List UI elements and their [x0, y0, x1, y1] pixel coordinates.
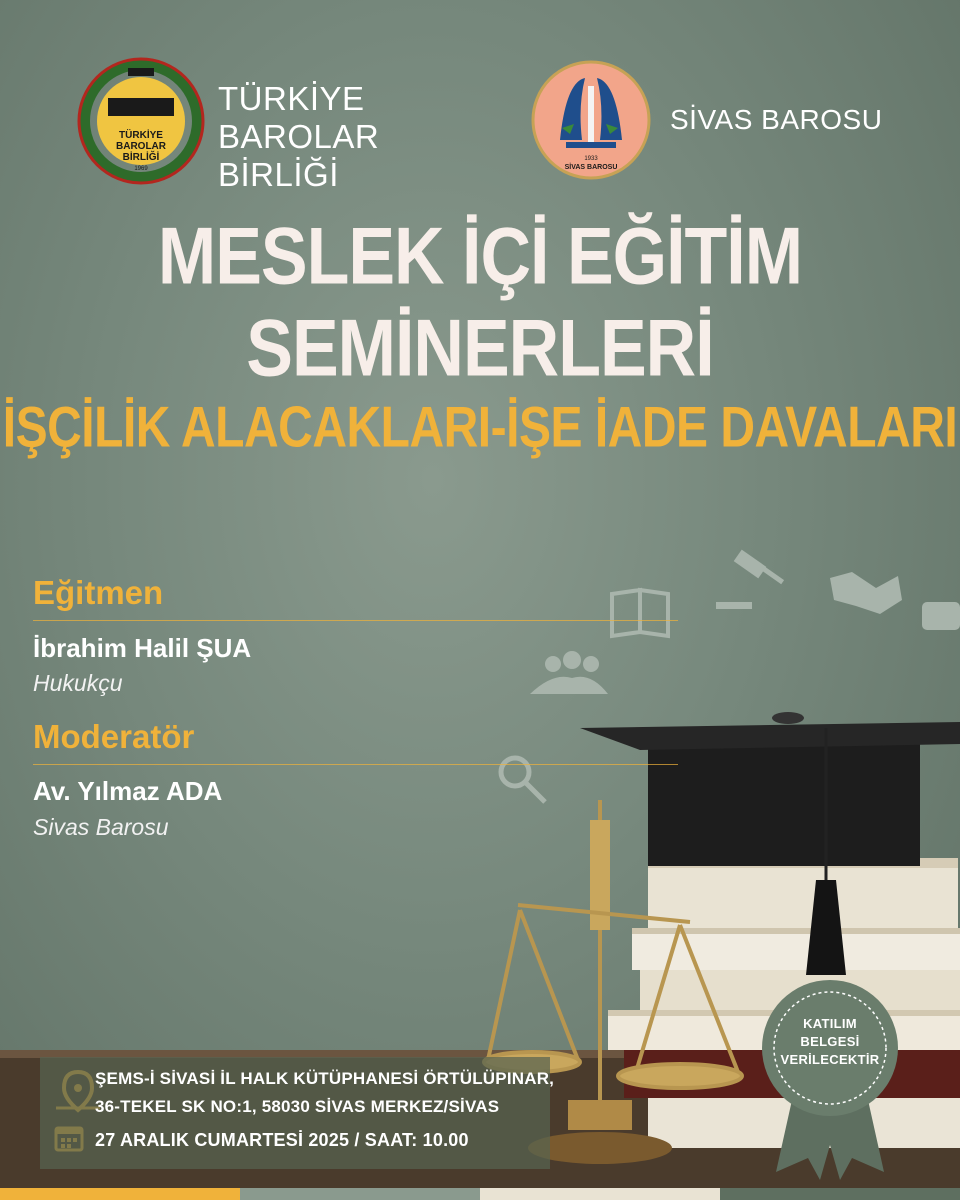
badge-line-2: BELGESİ [800, 1034, 860, 1049]
badge-line-1: KATILIM [803, 1016, 857, 1031]
moderator-label: Moderatör [33, 718, 195, 755]
address-line-2: 36-TEKEL SK NO:1, 58030 SİVAS MERKEZ/SİVAS [95, 1097, 500, 1116]
event-date-time: 27 ARALIK CUMARTESİ 2025 / SAAT: 10.00 [95, 1130, 469, 1150]
users-icon [530, 651, 608, 694]
tbb-logo-year: 1969 [134, 166, 148, 172]
certificate-badge-text [768, 1015, 892, 1069]
moderator-role: Sivas Barosu [33, 814, 169, 840]
tbb-name [218, 80, 498, 194]
address-line-1: ŞEMS-İ SİVASİ İL HALK KÜTÜPHANESİ ÖRTÜLÜPINAR, [95, 1069, 555, 1088]
moderator-divider [33, 764, 678, 765]
sivas-logo-year: 1933 [584, 156, 598, 162]
trainer-label: Eğitmen [33, 574, 164, 611]
chat-icon [922, 602, 960, 630]
tbb-logo-text-3: BİRLİĞİ [122, 152, 160, 163]
book-icon [612, 590, 668, 636]
trainer-divider [33, 620, 678, 621]
sivas-logo-text: SİVAS BAROSU [564, 164, 618, 171]
tbb-name-line1: TÜRKİYE [218, 80, 365, 117]
trainer-name: İbrahim Halil ŞUA [33, 633, 252, 663]
tbb-logo-text-2: BAROLAR [116, 141, 166, 152]
trainer-role: Hukukçu [33, 670, 123, 696]
sivas-barosu-name: SİVAS BAROSU [670, 104, 883, 135]
tbb-logo-emblem [79, 59, 203, 183]
moderator-name: Av. Yılmaz ADA [33, 776, 223, 806]
handshake-icon [830, 572, 902, 614]
tbb-logo-text-1: TÜRKİYE [119, 130, 163, 141]
bottom-stripe [0, 1188, 960, 1200]
main-title: MESLEK İÇİ EĞİTİM SEMİNERLERİ [157, 211, 803, 393]
tbb-name-line2: BAROLAR BİRLİĞİ [218, 118, 380, 193]
seminar-topic: İŞÇİLİK ALACAKLARI-İŞE İADE DAVALARI [2, 396, 958, 460]
badge-line-3: VERİLECEKTİR [780, 1052, 880, 1067]
gavel-icon [716, 550, 784, 609]
